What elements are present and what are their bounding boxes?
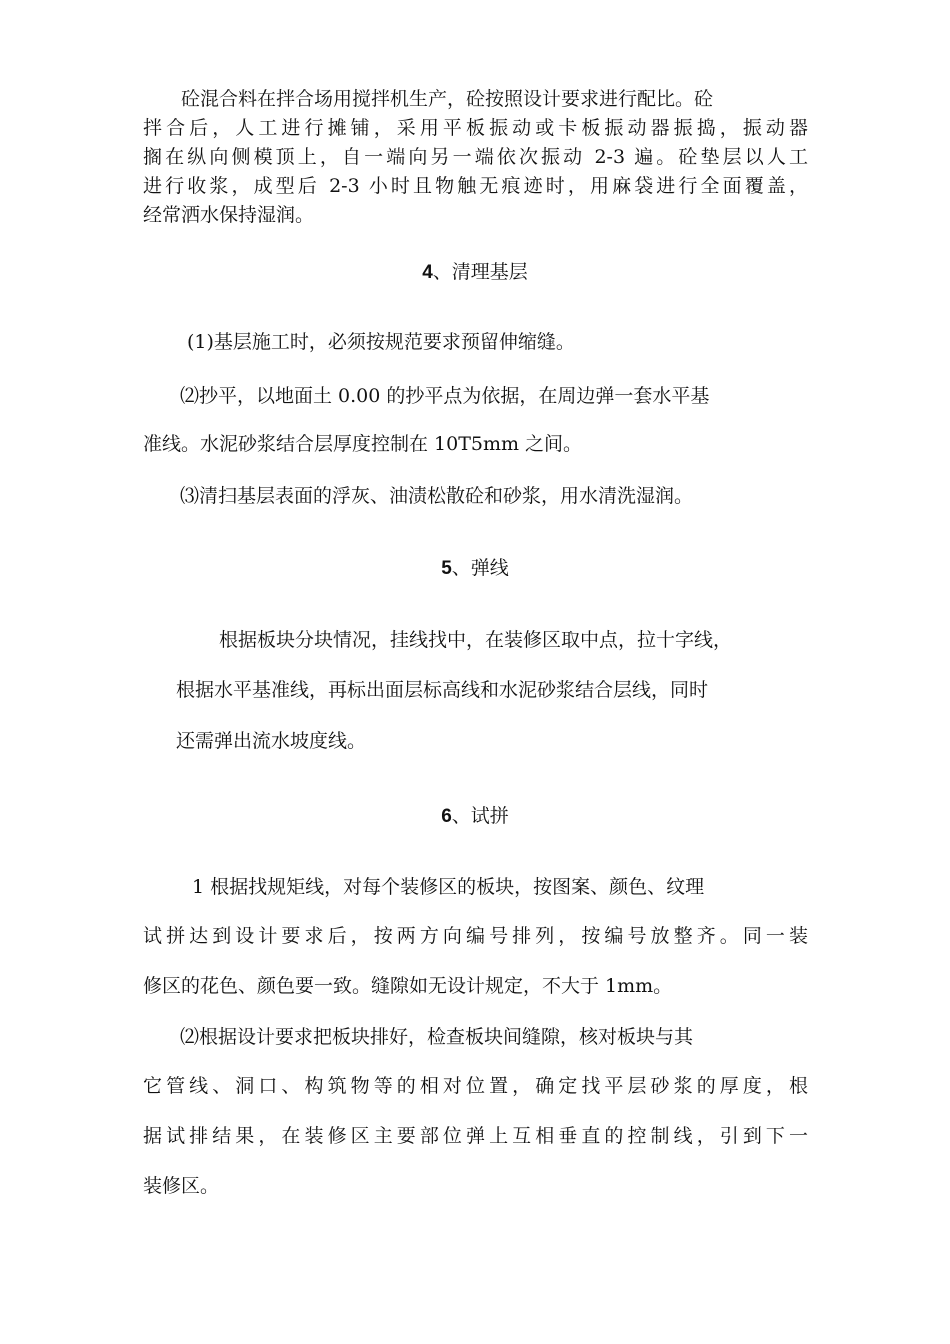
heading-title: 、清理基层 bbox=[432, 262, 528, 283]
heading-number: 6 bbox=[441, 806, 452, 827]
heading-number: 5 bbox=[441, 558, 452, 579]
heading-number: 4 bbox=[422, 262, 433, 283]
text-line: 根据水平基准线，再标出面层标高线和水泥砂浆结合层线，同时 bbox=[176, 679, 709, 701]
heading-title: 、试拼 bbox=[451, 806, 509, 827]
list-item-continuation: 修区的花色、颜色要一致。缝隙如无设计规定，不大于 1mm。 bbox=[143, 975, 673, 997]
section-heading-4 bbox=[0, 257, 950, 284]
list-item-continuation: 准线。水泥砂浆结合层厚度控制在 10T5mm 之间。 bbox=[143, 433, 583, 455]
list-item-continuation: 装修区。 bbox=[143, 1175, 220, 1197]
text-line: 经常洒水保持湿润。 bbox=[143, 204, 315, 226]
list-item-continuation: 它管线、洞口、构筑物等的相对位置，确定找平层砂浆的厚度，根 bbox=[143, 1075, 808, 1097]
list-item: ⑶清扫基层表面的浮灰、油渍松散砼和砂浆，用水清洗湿润。 bbox=[180, 485, 694, 507]
text-line: 根据板块分块情况，挂线找中，在装修区取中点，拉十字线， bbox=[219, 629, 733, 651]
text-line: 还需弹出流水坡度线。 bbox=[176, 730, 367, 752]
text-line: 搁在纵向侧模顶上，自一端向另一端依次振动 2-3 遍。砼垫层以人工 bbox=[143, 146, 808, 168]
text-line: 砼混合料在拌合场用搅拌机生产，砼按照设计要求进行配比。砼 bbox=[181, 88, 714, 110]
list-item-continuation: 据试排结果，在装修区主要部位弹上互相垂直的控制线，引到下一 bbox=[143, 1125, 808, 1147]
heading-title: 、弹线 bbox=[451, 558, 509, 579]
section-heading-5 bbox=[0, 553, 950, 580]
text-line: 拌合后，人工进行摊铺，采用平板振动或卡板振动器振捣，振动器 bbox=[143, 117, 808, 139]
list-item: (1)基层施工时，必须按规范要求预留伸缩缝。 bbox=[187, 331, 575, 353]
text-line: 进行收浆，成型后 2-3 小时且物触无痕迹时，用麻袋进行全面覆盖， bbox=[143, 175, 808, 197]
list-item-continuation: 试拼达到设计要求后，按两方向编号排列，按编号放整齐。同一装 bbox=[143, 925, 808, 947]
list-item: 1 根据找规矩线，对每个装修区的板块，按图案、颜色、纹理 bbox=[192, 876, 705, 898]
section-heading-6 bbox=[0, 801, 950, 828]
list-item: ⑵抄平，以地面土 0.00 的抄平点为依据，在周边弹一套水平基 bbox=[180, 385, 710, 407]
list-item: ⑵根据设计要求把板块排好，检查板块间缝隙，核对板块与其 bbox=[180, 1026, 694, 1048]
